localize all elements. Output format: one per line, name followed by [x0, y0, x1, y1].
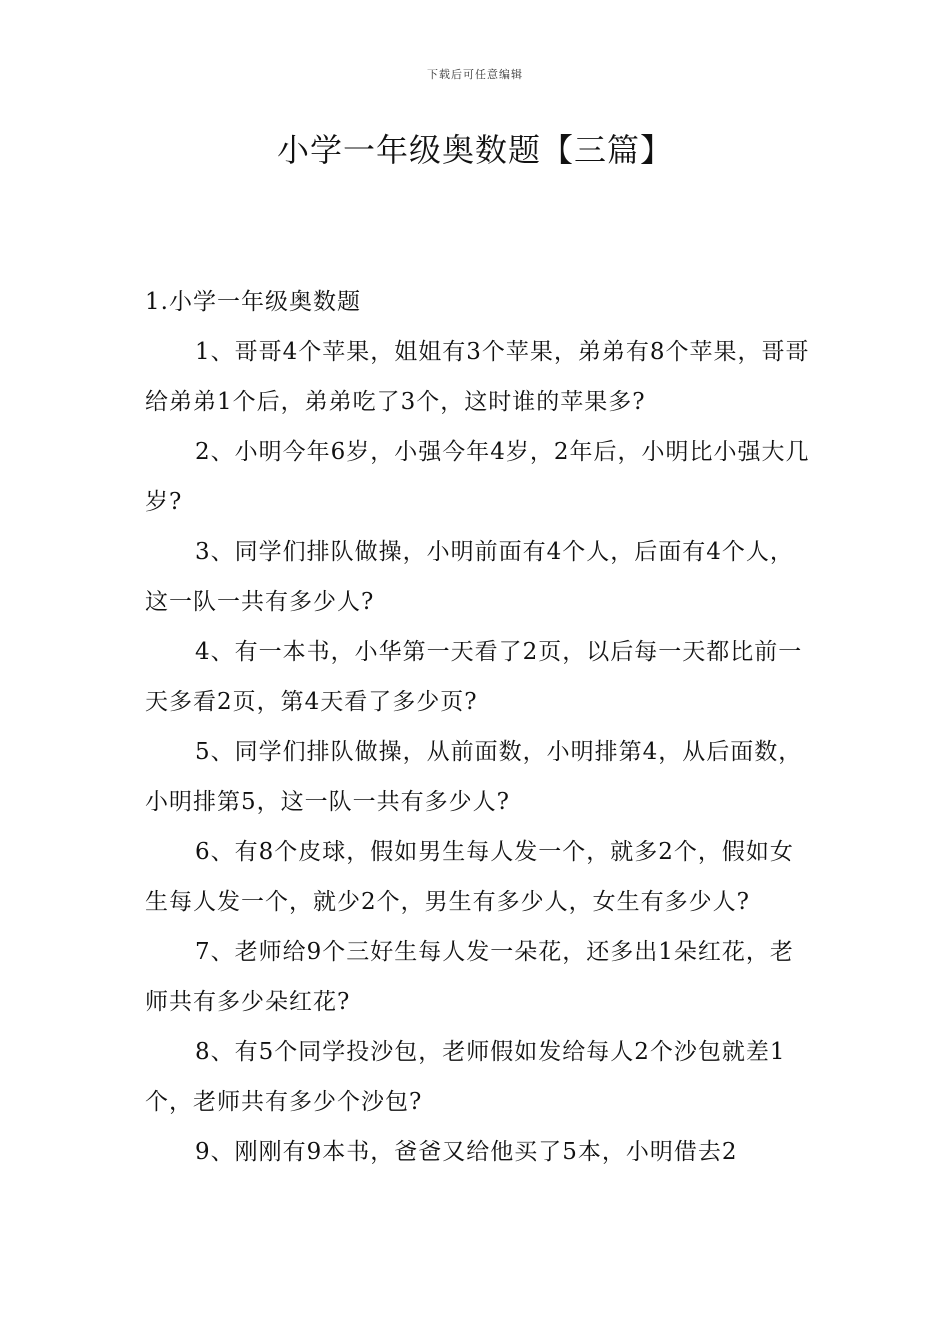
question-6: 6、有8个皮球，假如男生每人发一个，就多2个，假如女生每人发一个，就少2个，男生有多少人，女生有多少人?: [145, 839, 794, 915]
document-body: [145, 277, 815, 1177]
page-title: 小学一年级奥数题【三篇】: [276, 131, 673, 169]
question-5: 5、同学们排队做操，从前面数，小明排第4，从后面数，小明排第5，这一队一共有多少人?: [145, 739, 803, 815]
question-2: 2、小明今年6岁，小强今年4岁，2年后，小明比小强大几岁?: [145, 439, 810, 515]
question-8: 8、有5个同学投沙包，老师假如发给每人2个沙包就差1个，老师共有多少个沙包?: [145, 1039, 786, 1115]
header-note: 下载后可任意编辑: [427, 68, 523, 81]
section-heading: 1.小学一年级奥数题: [145, 289, 361, 315]
question-7: 7、老师给9个三好生每人发一朵花，还多出1朵红花，老师共有多少朵红花?: [145, 939, 794, 1015]
question-1: 1、哥哥4个苹果，姐姐有3个苹果，弟弟有8个苹果，哥哥给弟弟1个后，弟弟吃了3个，这时谁的苹果多?: [145, 339, 810, 415]
question-4: 4、有一本书，小华第一天看了2页，以后每一天都比前一天多看2页，第4天看了多少页?: [145, 639, 803, 715]
question-3: 3、同学们排队做操，小明前面有4个人，后面有4个人，这一队一共有多少人?: [145, 539, 794, 615]
question-9: 9、刚刚有9本书，爸爸又给他买了5本，小明借去2: [195, 1139, 738, 1165]
